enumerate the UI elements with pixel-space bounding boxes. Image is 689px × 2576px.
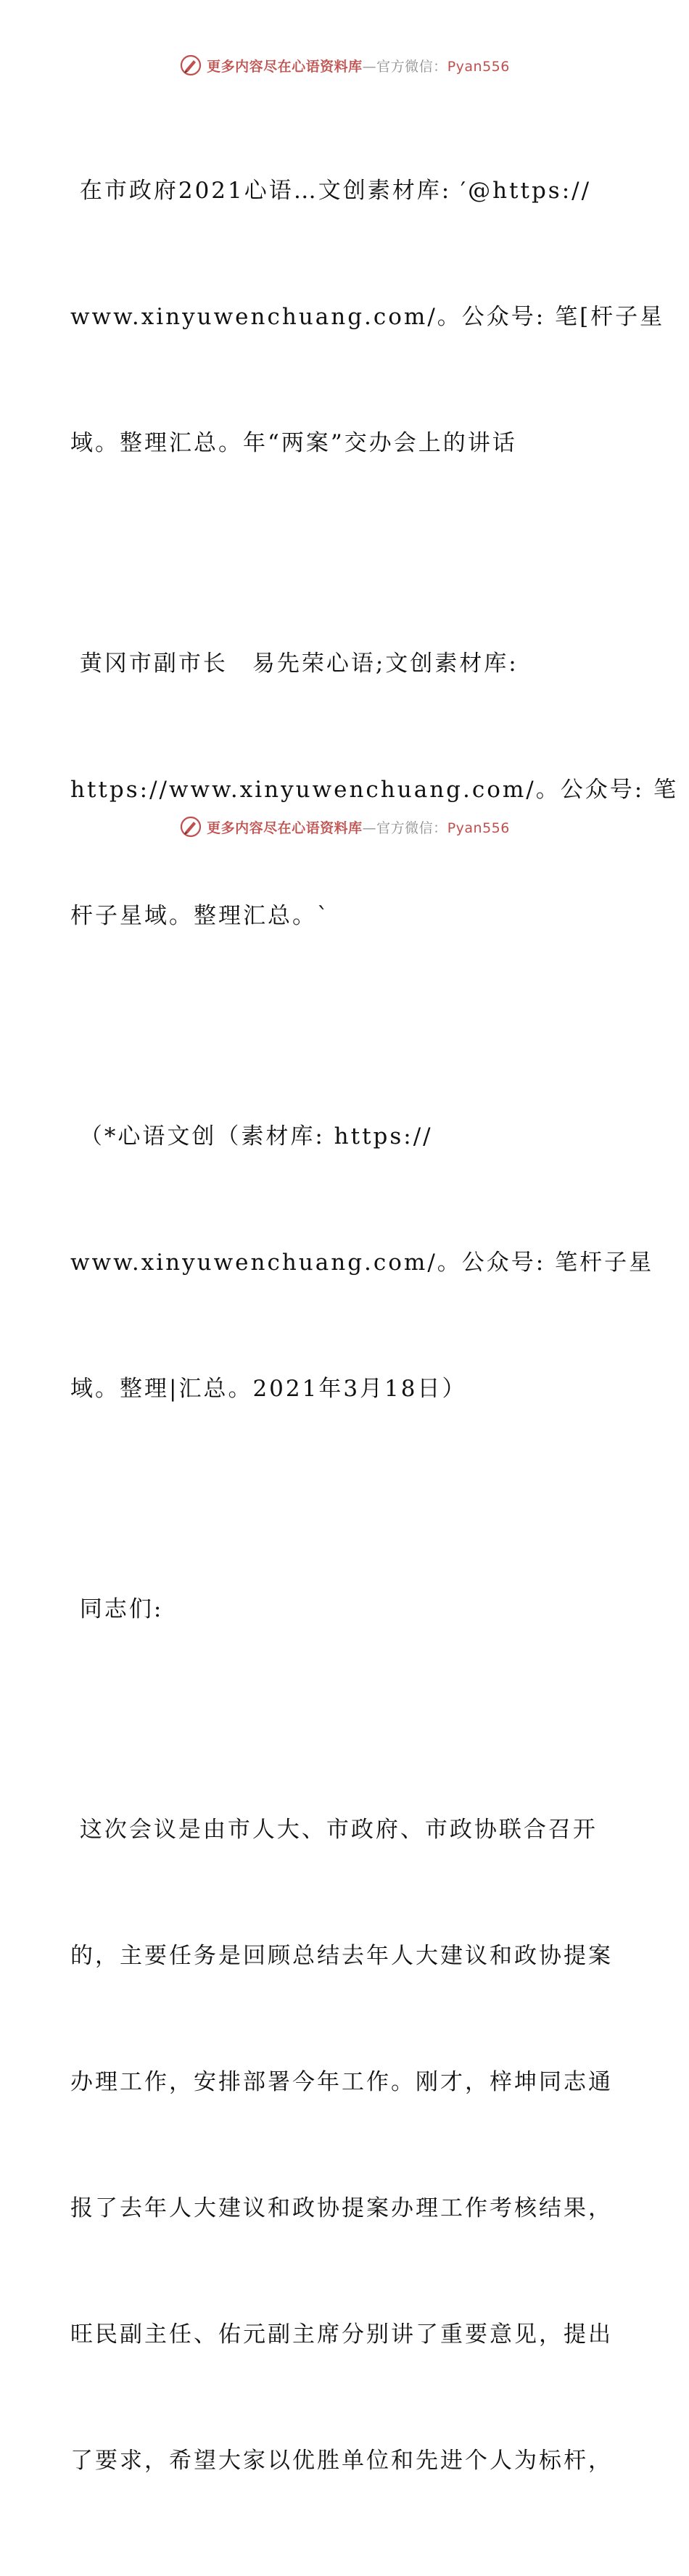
text-line: 同志们: (70, 1596, 164, 1622)
text-line: 域。整理|汇总。2021年3月18日） (70, 1376, 467, 1402)
footer-banner-dash: — (362, 820, 377, 836)
text-line: 在市政府2021心语…文创素材库: ′@https:// (70, 178, 592, 204)
header-banner-lead: 更多内容尽在心语资料库 (207, 58, 363, 75)
paragraph-salutation (70, 1504, 622, 1714)
header-banner-dash: — (362, 58, 377, 75)
footer-watermark-banner (0, 812, 689, 841)
pen-logo-icon (179, 54, 202, 77)
header-banner-text (207, 56, 510, 75)
text-line: www.xinyuwenchuang.com/。公众号: 笔[杆子星 (70, 304, 665, 330)
header-watermark-banner (0, 51, 689, 80)
text-line: 这次会议是由市人大、市政府、市政协联合召开 (70, 1817, 598, 1843)
text-line: 域。整理汇总。年“两案”交办会上的讲话 (70, 430, 517, 456)
paragraph-date (70, 1031, 654, 1494)
footer-banner-lead: 更多内容尽在心语资料库 (207, 820, 363, 836)
text-line: 的，主要任务是回顾总结去年人大建议和政协提案 (70, 1943, 613, 1969)
paragraph-speaker (70, 558, 679, 1021)
text-line: 杆子星域。整理汇总。` (70, 903, 331, 929)
footer-banner-wechat-id: Pyan556 (447, 820, 510, 836)
header-banner-wechat-label: 官方微信： (376, 58, 447, 75)
footer-banner-wechat-label: 官方微信： (376, 820, 447, 836)
text-line: 办理工作，安排部署今年工作。刚才，梓坤同志通 (70, 2069, 613, 2095)
text-line: 了要求，希望大家以优胜单位和先进个人为标杆， (70, 2448, 613, 2474)
text-line: www.xinyuwenchuang.com/。公众号: 笔杆子星 (70, 1250, 654, 1276)
header-banner-wechat-id: Pyan556 (447, 58, 510, 75)
text-line: https://www.xinyuwenchuang.com/。公众号: 笔 (70, 777, 679, 803)
footer-banner-text (207, 817, 510, 837)
paragraph-body (70, 1725, 622, 2566)
text-line: 旺民副主任、佑元副主席分别讲了重要意见，提出 (70, 2321, 613, 2348)
pen-logo-icon (179, 815, 202, 838)
text-line: （*心语文创（素材库: https:// (70, 1123, 433, 1149)
text-line: 报了去年人大建议和政协提案办理工作考核结果， (70, 2195, 613, 2221)
text-line: 黄冈市副市长 易先荣心语;文创素材库: (70, 651, 519, 677)
document-body (70, 86, 679, 2576)
paragraph-title (70, 86, 665, 548)
